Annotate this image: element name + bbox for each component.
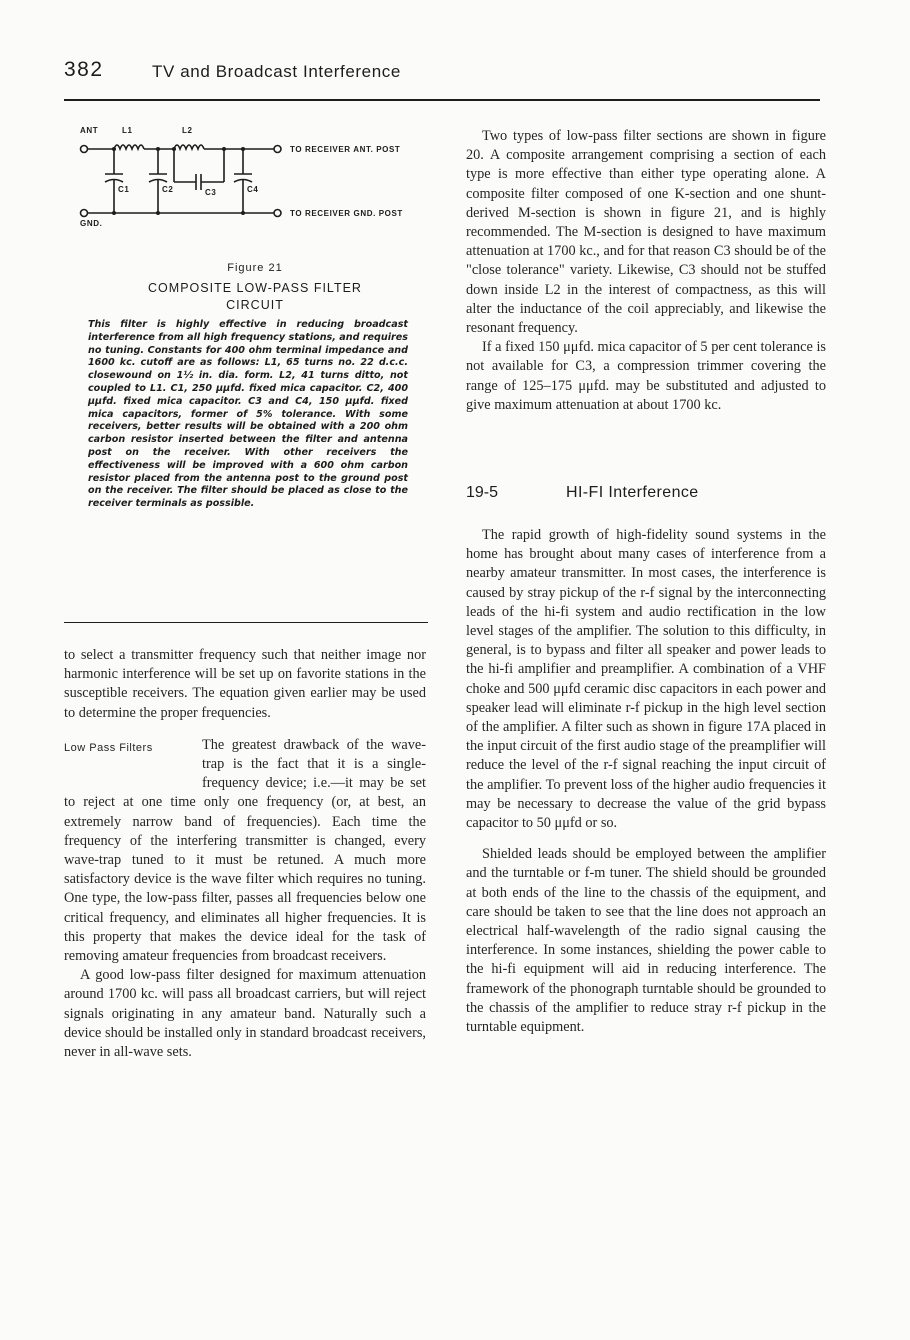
label-c2: C2: [162, 185, 174, 194]
paragraph: If a fixed 150 μμfd. mica capacitor of 5 per cent tolerance is not available for C3, a compression trimmer covering the range of 125–175 μμfd. may be substituted and adjusted to give maximum attenuation at about 1700 kc.: [466, 339, 826, 413]
label-l1: L1: [122, 126, 133, 135]
paragraph: Shielded leads should be employed between the amplifier and the turntable or f-m tuner. The shield should be grounded at both ends of the line to the chassis of the equipment, and care should be taken to see that the line does not approach an electrical half-wavelength of the radio signal causing the interference. In some instances, shielding the power cable to the hi-fi equipment will aid in reducing interference. The framework of the phonograph turntable should be grounded to the chassis of the amplifier to reduce stray r-f pickup in the turntable equipment.: [466, 846, 826, 1036]
label-c4: C4: [247, 185, 259, 194]
label-ant: ANT: [80, 126, 99, 135]
caption-rule: [64, 622, 428, 623]
section-number: 19-5: [466, 484, 499, 501]
paragraph: to select a transmitter frequency such that neither image nor harmonic interference will be set up on favorite stations in the susceptible receivers. The equation given earlier may be used to determine the proper frequencies.: [64, 647, 426, 721]
label-gnd: GND.: [80, 219, 103, 228]
label-c3: C3: [205, 188, 217, 197]
page-number: 382: [64, 58, 104, 81]
filter-schematic: [78, 122, 438, 234]
run-in-heading: Low Pass Filters: [64, 741, 153, 754]
paragraph-low-pass: [64, 736, 426, 966]
figure-title: [120, 280, 390, 314]
page-header: [64, 58, 824, 92]
label-to-gnd-post: TO RECEIVER GND. POST: [290, 209, 403, 218]
right-column-bottom: [466, 526, 826, 1037]
label-l2: L2: [182, 126, 193, 135]
figure-title-line2: CIRCUIT: [226, 298, 284, 312]
label-c1: C1: [118, 185, 130, 194]
figure-title-line1: COMPOSITE LOW-PASS FILTER: [148, 281, 362, 295]
figure-caption: This filter is highly effective in reducing broadcast interference from all high frequency stations, and requires no tuning. Constants for 400 ohm terminal impedance and 1600 kc. cutoff are as follows: L1, 65 turns no. 22 d.c.c. closewound on 1½ in. dia. form. L2, 41 turns ditto, not coupled to L1. C1, 250 μμfd. fixed mica capacitor. C2, 400 μμfd. fixed mica capacitor. C3 and C4, 150 μμfd. fixed mica capacitors, former of 5% tolerance. With some receivers, better results will be obtained with a 200 ohm carbon resistor inserted between the filter and antenna post on the receiver. With other receivers the effectiveness will be improved with a 600 ohm carbon resistor placed from the antenna post to the ground post on the receiver. The filter should be placed as close to the receiver terminals as possible.: [88, 319, 408, 510]
paragraph: Two types of low-pass filter sections are shown in figure 20. A composite arrangement comprising a section of each type is more effective than either type operating alone. A composite filter composed of one K-section and one shunt-derived M-section is shown in figure 21, and is highly recommended. The M-section is designed to have maximum attenuation at 1700 kc., and for that reason C3 should be of the "close tolerance" variety. Likewise, C3 should not be stuffed down inside L2 in the interest of compactness, as this will alter the inductance of the coil appreciably, and likewise the resonant frequency.: [466, 128, 826, 337]
right-column-top: [466, 127, 826, 415]
label-to-ant-post: TO RECEIVER ANT. POST: [290, 145, 401, 154]
paragraph: The rapid growth of high-fidelity sound systems in the home has brought about many cases of interference from a nearby amateur transmitter. In most cases, the interference is caused by stray pickup of the r-f signal by the interconnecting leads of the hi-fi system and audio rectification in the low level stages of the amplifier. The solution to this difficulty, in general, is to bypass and filter all speaker and power leads to the hi-fi amplifier and preamplifier. A combination of a VHF choke and 500 μμfd ceramic disc capacitors in each power and speaker lead will eliminate r-f pickup in the high level section of the amplifier. A filter such as shown in figure 17A placed in the input circuit of the first audio stage of the preamplifier will reduce the level of the r-f signal reaching the input circuit of the amplifier. To prevent loss of the higher audio frequencies it may be necessary to decrease the value of the grid bypass capacitor to 50 μμfd or so.: [466, 527, 826, 832]
paragraph: A good low-pass filter designed for maximum attenuation around 1700 kc. will pass all broadcast carriers, but will reject signals originating in any amateur band. Naturally such a device should be installed only in standard broadcast receivers, never in all-wave sets.: [64, 967, 426, 1061]
header-rule: [64, 99, 820, 101]
section-title: HI-FI Interference: [566, 484, 699, 501]
left-column: [64, 646, 426, 1062]
paragraph-text: The greatest drawback of the wave-trap is the fact that it is a single-frequency device; i.e.—it may be set to reject at one time only one frequency (or, at best, an extremely narrow band of frequencies). Each time the frequency of the interfering transmitter is changed, every wave-trap tuned to it must be retuned. A much more satisfactory device is the wave filter which requires no tuning. One type, the low-pass filter, passes all frequencies below one critical frequency, and eliminates all higher frequencies. It is this property that makes the device ideal for the task of removing amateur frequencies from broadcast receivers.: [64, 736, 426, 965]
running-title: TV and Broadcast Interference: [152, 62, 401, 81]
section-heading: [466, 484, 826, 508]
figure-number: Figure 21: [227, 262, 283, 274]
